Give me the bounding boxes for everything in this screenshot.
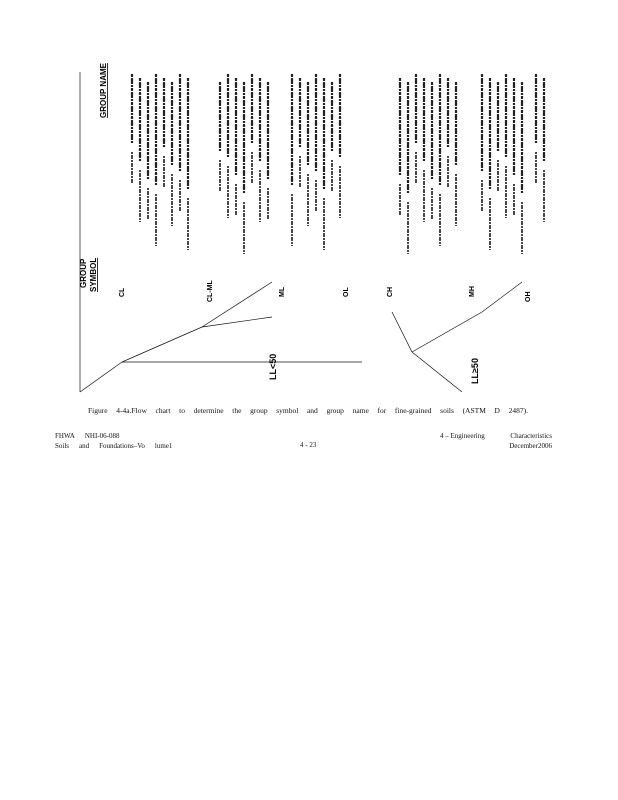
caption-word: determine — [193, 406, 224, 415]
caption-word: fine-grained — [394, 406, 432, 415]
caption-word: D — [494, 406, 500, 415]
footer-left — [55, 431, 172, 451]
page-number: 4 - 23 — [300, 441, 317, 449]
caption-word: 4-4a.Flow — [116, 406, 147, 415]
panel-label-ll-less-50: LL<50 — [268, 353, 278, 380]
footer-word: Foundations–Vo — [99, 442, 145, 450]
group-symbol-ch: CH — [387, 286, 394, 297]
figure-caption — [88, 406, 528, 415]
footer-word: NHI-06-088 — [84, 432, 120, 440]
caption-word: soils — [440, 406, 454, 415]
caption-word: for — [377, 406, 387, 415]
footer-word: FHWA — [55, 432, 75, 440]
group-symbol-ml: ML — [279, 286, 286, 297]
group-symbol-oh: OH — [525, 291, 532, 302]
caption-word: name — [352, 406, 369, 415]
footer-word: and — [79, 442, 90, 450]
footer-left-line1 — [55, 431, 172, 441]
caption-word: (ASTM — [462, 406, 486, 415]
footer-word: Characteristics — [510, 432, 552, 440]
caption-word: the — [232, 406, 242, 415]
group-symbol-title-line1: GROUP — [79, 258, 88, 288]
caption-word: and — [306, 406, 318, 415]
footer-left-line2 — [55, 441, 172, 451]
footer-right-line2: December2006 — [509, 442, 552, 450]
footer-right-line1 — [440, 431, 552, 441]
caption-word: group — [250, 406, 268, 415]
caption-word: Figure — [88, 406, 108, 415]
group-symbol-mh: MH — [469, 286, 476, 297]
caption-word: symbol — [276, 406, 299, 415]
footer-word: 4 – Engineering — [440, 432, 485, 440]
caption-word: group — [326, 406, 344, 415]
group-symbol-cl-ml: CL-ML — [207, 280, 214, 302]
footer-word: lume1 — [154, 442, 173, 450]
caption-word: to — [179, 406, 185, 415]
panel-label-ll-ge-50: LL≥50 — [470, 358, 480, 384]
footer-right — [440, 431, 552, 451]
group-symbol-title-line2: SYMBOL — [89, 257, 98, 292]
footer-word: Soils — [55, 442, 70, 450]
caption-word: chart — [155, 406, 171, 415]
flow-chart-figure — [62, 62, 562, 402]
group-name-title: GROUP NAME — [99, 63, 108, 118]
group-symbol-cl: CL — [119, 287, 126, 297]
caption-word: 2487). — [508, 406, 528, 415]
group-symbol-ol: OL — [343, 287, 350, 297]
